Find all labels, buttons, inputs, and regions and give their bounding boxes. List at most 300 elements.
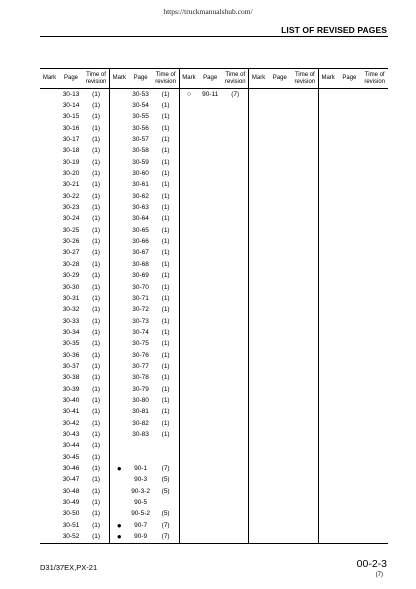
revision-cell: (1) (161, 272, 170, 280)
revision-cell (292, 497, 319, 508)
page-cell (198, 463, 222, 474)
page-cell (337, 168, 361, 179)
revision-mark (179, 157, 198, 168)
page-cell: 30-55 (132, 113, 149, 121)
page-cell (337, 282, 361, 293)
page-cell: 30-56 (132, 124, 149, 132)
revision-mark (179, 305, 198, 316)
page-cell (268, 293, 292, 304)
revision-mark (110, 350, 129, 361)
revision-mark (249, 168, 268, 179)
revision-cell: (1) (161, 317, 170, 325)
page-cell: 90-3 (134, 476, 148, 484)
revision-cell (222, 339, 249, 350)
revision-mark (110, 486, 129, 497)
revision-mark (179, 339, 198, 350)
page-cell (268, 361, 292, 372)
revision-cell (222, 452, 249, 463)
page-cell: 30-60 (132, 170, 149, 178)
revision-mark (318, 134, 337, 145)
revision-cell: (1) (92, 283, 101, 291)
revision-mark (249, 293, 268, 304)
page-cell (337, 214, 361, 225)
page-cell (268, 463, 292, 474)
revision-cell: (1) (92, 385, 101, 393)
page-cell (129, 452, 153, 463)
revision-cell: (1) (92, 226, 101, 234)
revision-mark (40, 509, 59, 520)
revision-cell (292, 202, 319, 213)
revision-mark (110, 327, 129, 338)
revision-mark (40, 180, 59, 191)
page-cell: 90-7 (134, 521, 148, 529)
revision-cell: (1) (92, 294, 101, 302)
revision-cell: (1) (92, 328, 101, 336)
revision-mark (110, 361, 129, 372)
revision-cell (222, 373, 249, 384)
revision-mark (40, 282, 59, 293)
revision-cell (222, 293, 249, 304)
revision-mark (249, 361, 268, 372)
revision-mark (249, 214, 268, 225)
revision-mark (179, 327, 198, 338)
revision-cell: (1) (161, 170, 170, 178)
revision-mark (318, 112, 337, 123)
revision-cell (292, 191, 319, 202)
revision-mark (110, 305, 129, 316)
revision-mark (179, 520, 198, 531)
revision-mark (179, 123, 198, 134)
revision-mark (179, 180, 198, 191)
revision-cell: (1) (161, 192, 170, 200)
revision-mark (40, 134, 59, 145)
col-header-revision (153, 69, 180, 89)
revision-cell (222, 100, 249, 111)
revision-cell: (1) (92, 181, 101, 189)
revision-cell (292, 486, 319, 497)
revision-mark (110, 316, 129, 327)
revision-mark (249, 134, 268, 145)
revision-cell: (1) (92, 453, 101, 461)
page-cell (268, 327, 292, 338)
revision-cell (222, 395, 249, 406)
revision-mark (179, 509, 198, 520)
page-cell (268, 418, 292, 429)
revision-mark (110, 452, 129, 463)
revision-mark (40, 191, 59, 202)
revision-mark (179, 361, 198, 372)
page-cell: 30-24 (62, 215, 80, 223)
page-cell: 30-51 (62, 521, 80, 529)
page-cell (337, 373, 361, 384)
page-cell (268, 134, 292, 145)
revision-mark (110, 384, 129, 395)
revision-mark (110, 123, 129, 134)
revision-mark (110, 134, 129, 145)
page-cell: 30-78 (132, 374, 149, 382)
page-cell (198, 497, 222, 508)
revision-cell (222, 361, 249, 372)
revision-cell: (7) (161, 465, 170, 473)
revision-mark (179, 463, 198, 474)
revision-mark (249, 191, 268, 202)
revision-cell: (1) (92, 499, 101, 507)
revision-mark (249, 384, 268, 395)
page-cell (268, 259, 292, 270)
revision-cell: (1) (161, 362, 170, 370)
revision-mark (249, 225, 268, 236)
page-cell: 30-37 (62, 362, 80, 370)
table-row (40, 509, 388, 520)
revision-mark (40, 123, 59, 134)
revision-cell: (1) (161, 249, 170, 257)
revision-cell: (1) (161, 396, 170, 404)
page-cell (337, 486, 361, 497)
page-cell (268, 236, 292, 247)
revision-mark (179, 316, 198, 327)
page-cell (198, 373, 222, 384)
page-cell: 30-46 (62, 465, 80, 473)
revision-cell (222, 316, 249, 327)
revision-mark (110, 373, 129, 384)
page-cell: 90-5 (134, 499, 148, 507)
page-cell (268, 429, 292, 440)
page-cell (268, 452, 292, 463)
revision-cell (361, 123, 388, 134)
page-cell (337, 418, 361, 429)
col-header-mark: Mark (110, 69, 129, 89)
revision-cell (292, 305, 319, 316)
col-header-revision-line1: Time of (294, 71, 315, 78)
revision-mark (249, 259, 268, 270)
revision-cell: (5) (161, 510, 170, 518)
page-cell: 30-35 (62, 340, 80, 348)
revision-cell (222, 146, 249, 157)
table-row (40, 361, 388, 372)
page-cell: 30-74 (132, 328, 149, 336)
page-cell (337, 316, 361, 327)
revision-cell (222, 214, 249, 225)
revision-cell (361, 236, 388, 247)
revision-mark (40, 486, 59, 497)
revision-mark (249, 89, 268, 101)
col-header-revision-line2: revision (364, 78, 386, 85)
page-cell (198, 214, 222, 225)
revision-cell (361, 384, 388, 395)
table-row (40, 486, 388, 497)
table-row (40, 271, 388, 282)
revision-mark (179, 373, 198, 384)
revision-cell: (1) (83, 531, 110, 543)
page-cell (268, 89, 292, 101)
page-cell (268, 339, 292, 350)
revision-mark (40, 429, 59, 440)
revision-cell (222, 531, 249, 543)
revision-cell (361, 214, 388, 225)
page-cell: 30-47 (62, 476, 80, 484)
page-cell: 30-42 (62, 419, 80, 427)
page-cell (337, 180, 361, 191)
revision-cell (292, 89, 319, 101)
revision-mark (318, 236, 337, 247)
page-cell: 30-45 (62, 453, 80, 461)
page-cell (337, 202, 361, 213)
table-row (40, 202, 388, 213)
revision-mark (40, 112, 59, 123)
page-cell (268, 214, 292, 225)
col-header-revision-line2: revision (155, 78, 176, 85)
col-header-page: Page (268, 69, 292, 89)
revision-cell (222, 463, 249, 474)
revision-cell (361, 282, 388, 293)
revision-cell (292, 271, 319, 282)
revision-mark (40, 373, 59, 384)
page-cell (268, 350, 292, 361)
page-cell (198, 236, 222, 247)
revision-mark (249, 146, 268, 157)
table-row (40, 463, 388, 474)
revision-mark (40, 100, 59, 111)
source-url[interactable]: https://truckmanualshub.com/ (163, 7, 253, 16)
revision-mark (249, 531, 268, 543)
revision-mark (179, 112, 198, 123)
col-header-revision (361, 69, 388, 89)
page-cell: 30-76 (132, 351, 149, 359)
page-cell: 90-9 (129, 531, 153, 543)
revision-cell (292, 327, 319, 338)
page-cell: 30-58 (132, 147, 149, 155)
revision-cell (361, 339, 388, 350)
table-row (40, 339, 388, 350)
col-header-revision-line2: revision (85, 78, 107, 85)
revision-cell (222, 123, 249, 134)
revision-mark (40, 293, 59, 304)
revision-cell (222, 350, 249, 361)
revision-cell (222, 497, 249, 508)
revision-cell (292, 293, 319, 304)
revision-mark (318, 486, 337, 497)
page-cell (198, 202, 222, 213)
revision-cell (222, 225, 249, 236)
page-cell (268, 475, 292, 486)
revision-cell: (1) (92, 430, 101, 438)
page-cell: 30-41 (62, 408, 80, 416)
revision-cell: (1) (161, 158, 170, 166)
revision-cell: (5) (161, 476, 170, 484)
revision-mark (110, 271, 129, 282)
revision-cell (292, 100, 319, 111)
page-cell: 30-40 (62, 396, 80, 404)
revision-mark (179, 225, 198, 236)
page-cell (198, 157, 222, 168)
table-row (40, 395, 388, 406)
revision-cell (292, 214, 319, 225)
revision-mark: ● (110, 463, 129, 474)
page-cell (337, 429, 361, 440)
table-row (40, 475, 388, 486)
revision-cell (361, 100, 388, 111)
revision-mark (318, 350, 337, 361)
page-cell (268, 282, 292, 293)
page-cell: 30-79 (132, 385, 149, 393)
revision-cell: (1) (92, 170, 101, 178)
page-cell: 30-80 (132, 396, 149, 404)
page-cell: 30-53 (132, 90, 149, 98)
page-cell (337, 123, 361, 134)
revision-cell (361, 134, 388, 145)
revision-mark (40, 361, 59, 372)
revision-mark (318, 316, 337, 327)
table-row (40, 293, 388, 304)
page-cell: 30-70 (132, 283, 149, 291)
revision-cell: (7) (231, 90, 240, 98)
revision-cell: (1) (92, 510, 101, 518)
revision-cell (361, 429, 388, 440)
page-cell (198, 248, 222, 259)
page-cell (268, 225, 292, 236)
table-row (40, 384, 388, 395)
revision-mark (179, 248, 198, 259)
revision-cell (222, 418, 249, 429)
revision-cell (222, 236, 249, 247)
revision-mark (110, 100, 129, 111)
table-row (40, 520, 388, 531)
page-cell: 30-49 (62, 499, 80, 507)
revision-cell (361, 305, 388, 316)
revision-mark (110, 441, 129, 452)
page-cell (337, 531, 361, 543)
revision-cell (222, 520, 249, 531)
revision-cell (361, 225, 388, 236)
revision-mark (110, 339, 129, 350)
revision-cell: (1) (92, 158, 101, 166)
revision-mark (179, 202, 198, 213)
page-cell (198, 407, 222, 418)
revision-cell (361, 202, 388, 213)
table-row (40, 316, 388, 327)
col-header-page: Page (129, 69, 153, 89)
revision-cell (292, 259, 319, 270)
revision-cell: (1) (161, 113, 170, 121)
page-cell (268, 157, 292, 168)
revision-cell (292, 373, 319, 384)
revision-cell (222, 134, 249, 145)
revision-mark (110, 259, 129, 270)
revision-cell: (1) (92, 340, 101, 348)
revision-cell (222, 486, 249, 497)
page-cell (337, 520, 361, 531)
revision-mark (318, 191, 337, 202)
model-name: D31/37EX,PX-21 (40, 563, 98, 572)
table-row (40, 429, 388, 440)
page-cell (268, 248, 292, 259)
page-cell (198, 180, 222, 191)
page-cell (337, 89, 361, 101)
revision-mark (110, 497, 129, 508)
page-cell: 30-33 (62, 317, 80, 325)
revision-cell: (1) (161, 351, 170, 359)
revision-mark (40, 452, 59, 463)
revision-mark (40, 146, 59, 157)
page-cell (198, 293, 222, 304)
revision-mark (40, 89, 59, 101)
revision-mark (249, 475, 268, 486)
revision-cell (292, 236, 319, 247)
revision-mark (40, 225, 59, 236)
revision-cell (292, 520, 319, 531)
revision-cell: (1) (161, 306, 170, 314)
revision-mark (40, 271, 59, 282)
revision-mark (110, 202, 129, 213)
table-row (40, 236, 388, 247)
page-cell (337, 271, 361, 282)
page-cell (337, 248, 361, 259)
page-cell: 30-30 (62, 283, 80, 291)
revision-cell (292, 157, 319, 168)
page-cell: 90-5-2 (131, 510, 150, 518)
revision-cell (222, 271, 249, 282)
revision-cell (292, 384, 319, 395)
page-cell: 30-81 (132, 408, 149, 416)
revision-mark (179, 134, 198, 145)
page-cell (198, 486, 222, 497)
revision-mark (179, 191, 198, 202)
page-cell (198, 123, 222, 134)
revision-mark (318, 168, 337, 179)
table-row (40, 248, 388, 259)
table-row (40, 191, 388, 202)
revision-mark (40, 441, 59, 452)
revision-cell: (1) (92, 351, 101, 359)
page-cell (198, 429, 222, 440)
page-cell: 30-69 (132, 272, 149, 280)
revision-cell: (5) (161, 487, 170, 495)
revision-cell (361, 293, 388, 304)
table-row (40, 214, 388, 225)
page-cell: 30-14 (62, 102, 80, 110)
page-cell: 30-20 (62, 170, 80, 178)
page-cell: 30-73 (132, 317, 149, 325)
page-cell (198, 316, 222, 327)
revision-mark (249, 271, 268, 282)
revision-cell (361, 531, 388, 543)
table-row (40, 112, 388, 123)
revision-cell: (1) (92, 374, 101, 382)
revision-mark (249, 441, 268, 452)
revision-mark (40, 350, 59, 361)
page-cell: 30-83 (132, 430, 149, 438)
page-cell (268, 520, 292, 531)
page-cell: 30-50 (62, 510, 80, 518)
revision-mark (249, 373, 268, 384)
revision-mark (40, 327, 59, 338)
page-cell (198, 520, 222, 531)
revision-mark (318, 248, 337, 259)
revision-mark (249, 157, 268, 168)
page-cell (268, 497, 292, 508)
revision-mark (318, 180, 337, 191)
revision-mark (179, 214, 198, 225)
revision-mark (318, 497, 337, 508)
revision-cell: (1) (92, 487, 101, 495)
revision-mark (249, 305, 268, 316)
revision-mark (249, 282, 268, 293)
revision-cell: (1) (92, 192, 101, 200)
revision-cell: (1) (92, 147, 101, 155)
page-cell (198, 441, 222, 452)
revision-cell: (1) (161, 260, 170, 268)
revision-cell: (1) (161, 181, 170, 189)
